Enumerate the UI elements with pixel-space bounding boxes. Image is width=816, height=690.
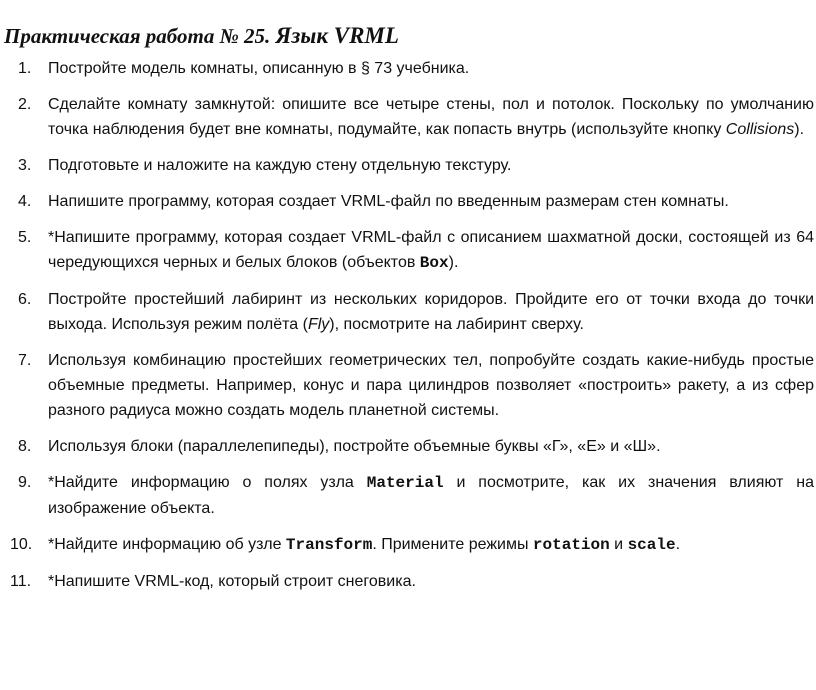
task-code-transform: Transform [285,536,373,554]
task-number: 3. [18,157,32,174]
title-sub: Язык VRML [275,23,399,48]
task-code-scale: scale [627,536,676,554]
task-number: 1. [18,60,32,77]
task-number: 4. [18,193,32,210]
task-text: Напишите программу, которая создает VRML-файл по введенным размерам стен комнаты. [48,193,729,210]
task-number: 6. [18,291,32,308]
task-text-tail: ), посмотрите на лабиринт сверху. [329,316,584,333]
task-text-mid: . Примените режимы [372,536,533,553]
task-number: 5. [18,229,32,246]
task-text: Используя блоки (параллелепипеды), постройте объемные буквы «Г», «Е» и «Ш». [48,438,661,455]
task-text: Постройте простейший лабиринт из нескольких коридоров. Пройдите его от точки входа до точки выхода. Используя режим полёта ( [48,291,814,333]
task-number: 11. [10,573,32,590]
title-main: Практическая работа № 25. [4,24,271,48]
task-code: Box [419,254,449,272]
task-item-7 [0,348,816,423]
task-item-3 [0,153,816,178]
task-code: Material [366,474,444,492]
task-item-5 [0,225,816,276]
task-item-9 [0,470,816,521]
task-text: Постройте модель комнаты, описанную в § 73 учебника. [48,60,470,77]
task-list [0,56,816,594]
task-text-tail: и посмотрите, как их значения влияют на изображение объекта. [48,474,814,517]
page-title [4,22,399,50]
task-text: *Напишите VRML-код, который строит снеговика. [48,573,416,590]
task-number: 8. [18,438,32,455]
task-number: 2. [18,96,32,113]
task-number: 10. [10,536,33,553]
task-term: Fly [307,316,330,333]
task-text: Сделайте комнату замкнутой: опишите все четыре стены, пол и потолок. Поскольку по умолчанию точка наблюдения будет вне комнаты, подумайте, как попасть внутрь (используйте кнопку [48,96,814,138]
task-text-tail: . [675,536,681,553]
task-text-and: и [609,536,628,553]
task-item-6 [0,287,816,337]
task-code-rotation: rotation [532,536,610,554]
task-text-tail: ). [448,254,459,271]
task-item-1 [0,56,816,81]
task-term: Collisions [725,121,795,138]
task-item-8 [0,434,816,459]
task-item-11 [0,569,816,594]
task-text-tail: ). [794,121,805,138]
task-item-10 [0,532,816,558]
task-number: 9. [18,474,32,491]
task-text: Подготовьте и наложите на каждую стену отдельную текстуру. [48,157,512,174]
task-text: Используя комбинацию простейших геометрических тел, попробуйте создать какие-нибудь простые объемные предметы. Например, конус и пара цилиндров позволяет «построить» ракету, а из сфер разного радиуса можно создать модель планетной системы. [48,352,814,419]
task-text: *Напишите программу, которая создает VRML-файл с описанием шахматной доски, состоящей из 64 чередующихся черных и белых блоков (объектов [48,229,814,271]
task-item-4 [0,189,816,214]
task-text: *Найдите информацию об узле [48,536,286,553]
task-text: *Найдите информацию о полях узла [48,474,367,491]
task-item-2 [0,92,816,142]
task-number: 7. [18,352,32,369]
